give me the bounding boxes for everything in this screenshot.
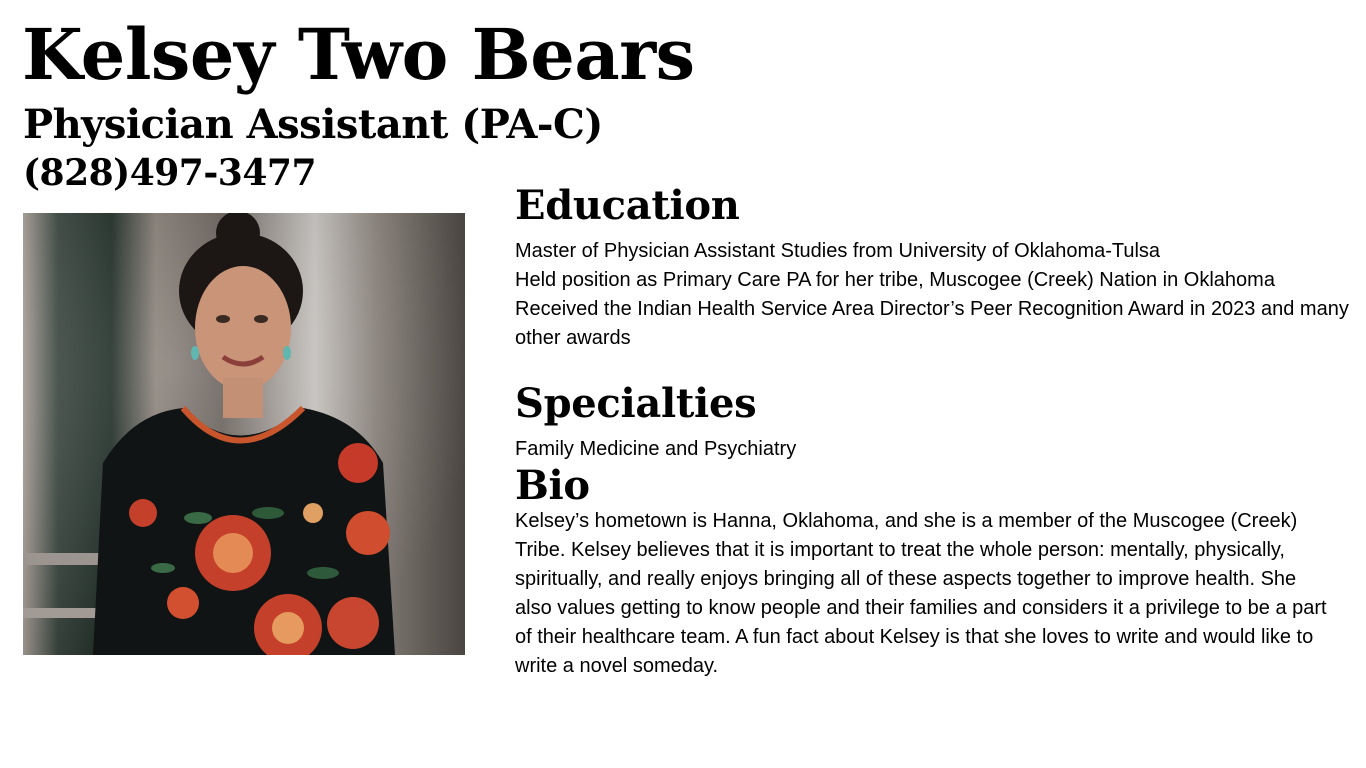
education-list — [515, 237, 1355, 353]
specialties-text: Family Medicine and Psychiatry — [515, 438, 797, 460]
portrait-icon — [23, 213, 465, 655]
education-item: Master of Physician Assistant Studies from University of Oklahoma-Tulsa — [515, 240, 1161, 262]
provider-title: Physician Assistant (PA-C) — [23, 101, 603, 148]
bio-text: Kelsey’s hometown is Hanna, Oklahoma, and she is a member of the Muscogee (Creek) Tribe. Kelsey believes that it is important to treat the whole person: mentally, physically, spiritually, and really enjoys bringing all of these aspects together to improve health. She also values getting to know people and their families and considers it a privilege to be a part of their healthcare team. A fun fact about Kelsey is that she loves to write and would like to write a novel someday. — [515, 510, 1327, 677]
education-item: Held position as Primary Care PA for her tribe, Muscogee (Creek) Nation in Oklahoma — [515, 269, 1275, 291]
provider-phone: (828)497-3477 — [23, 152, 316, 194]
education-item: Received the Indian Health Service Area Director’s Peer Recognition Award in 2023 and many other awards — [515, 298, 1349, 349]
portrait-photo — [23, 213, 465, 655]
specialties-heading: Specialties — [515, 380, 757, 427]
provider-name: Kelsey Two Bears — [22, 13, 695, 96]
bio-heading: Bio — [515, 462, 590, 509]
education-heading: Education — [515, 182, 740, 229]
